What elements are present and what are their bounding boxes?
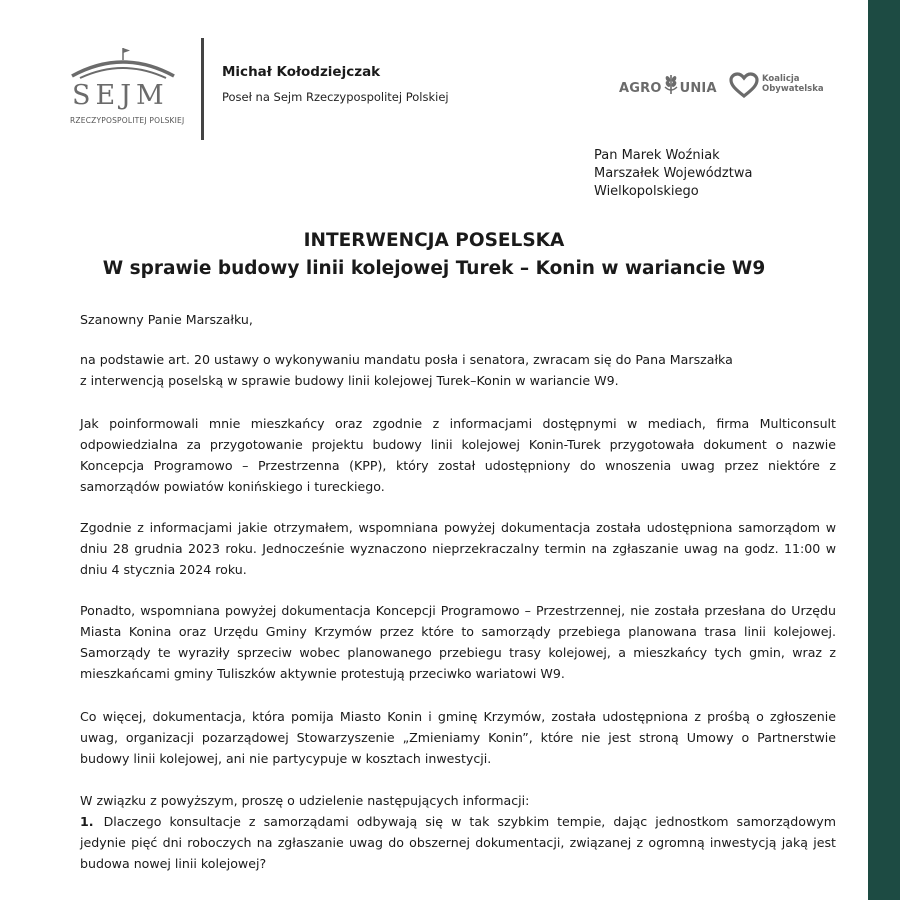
document-title: INTERWENCJA POSELSKA: [303, 230, 565, 251]
paragraph-multiconsult: Jak poinformowali mnie mieszkańcy oraz zgodnie z informacjami dostępnymi w mediach, firma Multiconsult odpowiedzialna za przygotowanie projektu budowy linii kolejowej Konin-Turek przygotowała dokument o nazwie Koncepcja Programowo – Przestrzenna (KPP), który został udostępniony do wnoszenia uwag przez niektóre z samorządów powiatów konińskiego i tureckiego.: [80, 416, 836, 494]
sejm-logo: [62, 44, 184, 126]
agrounia-text-left: AGRO: [619, 81, 662, 96]
heart-icon: [729, 72, 759, 98]
header-divider: [201, 38, 204, 140]
decorative-sidebar: [868, 0, 900, 900]
paragraph-line: z interwencją poselską w sprawie budowy linii kolejowej Turek–Konin w wariancie W9.: [80, 373, 619, 388]
paragraph-association: Co więcej, dokumentacja, która pomija Miasto Konin i gminę Krzymów, została udostępniona z prośbą o zgłoszenie uwag, organizacji pozarządowej Stowarzyszenie „Zmieniamy Konin”, które nie jest stroną Umowy o Partnerstwie budowy linii kolejowej, ani nie partycypuje w kosztach inwestycji.: [80, 709, 836, 766]
paragraph-dates: Zgodnie z informacjami jakie otrzymałem, wspomniana powyżej dokumentacja została udostępniona samorządom w dniu 28 grudnia 2023 roku. Jednocześnie wyznaczono nieprzekraczalny termin na zgłaszanie uwag na godz. 11:00 w dniu 4 stycznia 2024 roku.: [80, 520, 836, 577]
question-number: 1.: [80, 814, 94, 829]
question-item: [80, 811, 836, 874]
salutation: Szanowny Panie Marszałku,: [80, 312, 253, 327]
recipient-title: Marszałek Województwa: [594, 166, 753, 181]
paragraph-legal-basis: [80, 349, 836, 391]
paragraph-line: na podstawie art. 20 ustawy o wykonywaniu mandatu posła i senatora, zwracam się do Pana Marszałka: [80, 352, 733, 367]
ko-line1: Koalicja: [762, 74, 800, 84]
questions-intro: W związku z powyższym, proszę o udzielenie następujących informacji:: [80, 793, 530, 808]
ko-line2: Obywatelska: [762, 84, 824, 94]
document-subtitle: W sprawie budowy linii kolejowej Turek – Konin w wariancie W9: [102, 258, 766, 279]
sejm-wordmark: SEJM: [72, 80, 169, 111]
recipient-name: Pan Marek Woźniak: [594, 148, 720, 163]
recipient-region: Wielkopolskiego: [594, 184, 699, 199]
sejm-logo-subtitle: RZECZYPOSPOLITEJ POLSKIEJ: [70, 116, 185, 125]
questions-section: [80, 790, 836, 874]
question-text: Dlaczego konsultacje z samorządami odbywają się w tak szybkim tempie, dając jednostkom samorządowym jedynie pięć dni roboczych na zgłaszanie uwag do obszernej dokumentacji, związanej z ogromną inwestycją jaką jest budowa nowej linii kolejowej?: [80, 814, 836, 871]
paragraph-municipalities: Ponadto, wspomniana powyżej dokumentacja Koncepcji Programowo – Przestrzennej, nie została przesłana do Urzędu Miasta Konina oraz Urzędu Gminy Krzymów przez które to samorządy przebiega planowana trasa linii kolejowej. Samorządy te wyraziły sprzeciw wobec planowanego przebiegu trasy kolejowej, a mieszkańcy tych gmin, wraz z mieszkańcami gminy Tuliszków aktywnie protestują przeciwko wariatowi W9.: [80, 603, 836, 681]
sejm-building-icon: [62, 44, 184, 84]
wheat-icon: [663, 73, 679, 95]
mp-name: Michał Kołodziejczak: [222, 64, 381, 80]
agrounia-logo: [619, 73, 717, 99]
agrounia-text-right: UNIA: [679, 81, 717, 96]
recipient-block: [594, 147, 752, 201]
mp-role: Poseł na Sejm Rzeczypospolitej Polskiej: [222, 90, 449, 104]
